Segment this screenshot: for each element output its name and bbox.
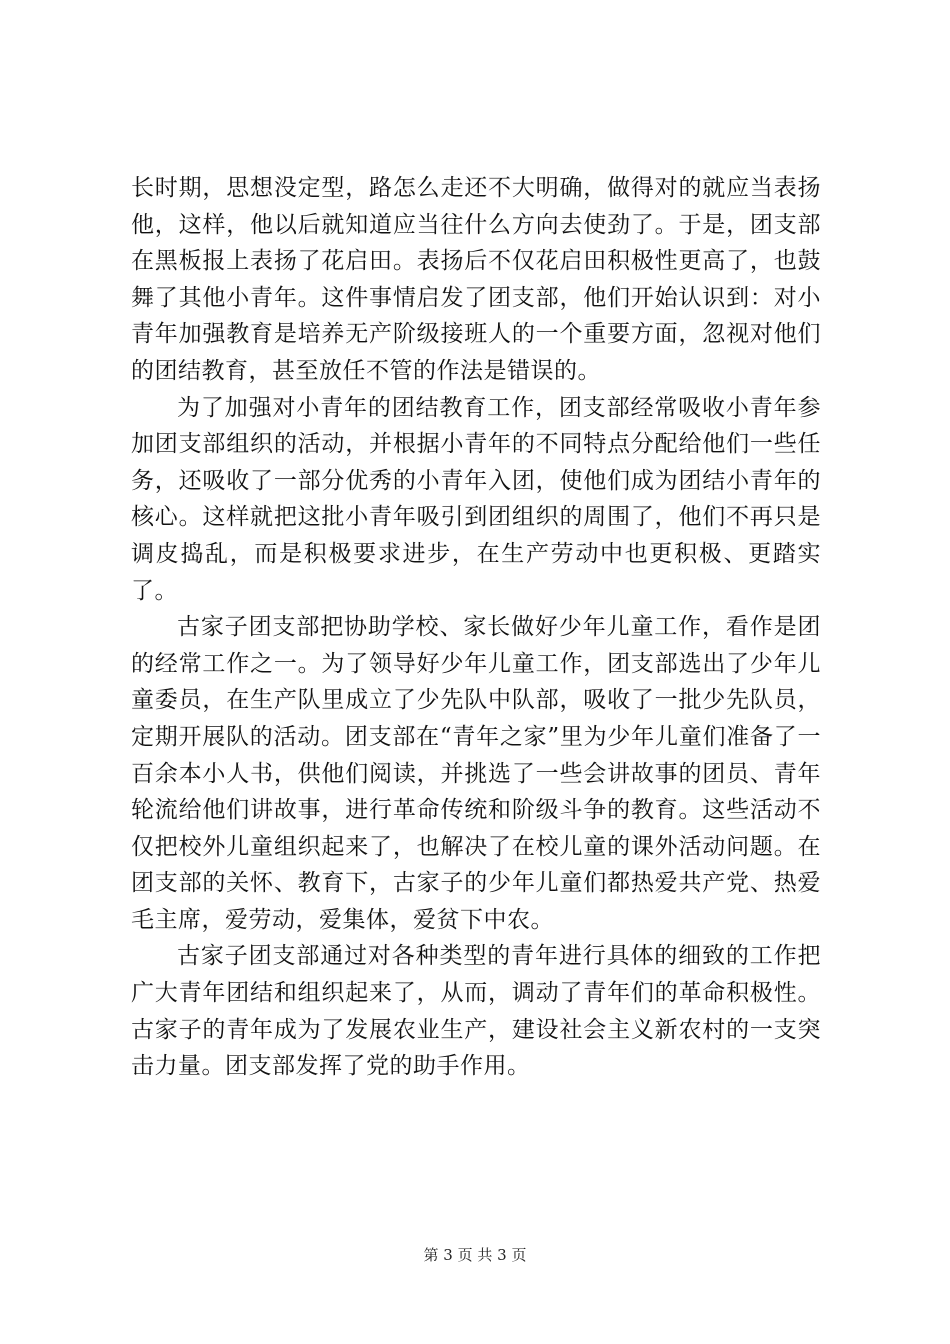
paragraph-children-work: 古家子团支部把协助学校、家长做好少年儿童工作，看作是团的经常工作之一。为了领导好少年儿童工作，团支部选出了少年儿童委员，在生产队里成立了少先队中队部，吸收了一批少先队员，定期开展队的活动。团支部在“青年之家”里为少年儿童们准备了一百余本小人书，供他们阅读，并挑选了一些会讲故事的团员、青年轮流给他们讲故事，进行革命传统和阶级斗争的教育。这些活动不仅把校外儿童组织起来了，也解决了在校儿童的课外活动问题。在团支部的关怀、教育下，古家子的少年儿童们都热爱共产党、热爱毛主席，爱劳动，爱集体，爱贫下中农。 xyxy=(131,614,821,933)
paragraph-conclusion: 古家子团支部通过对各种类型的青年进行具体的细致的工作把广大青年团结和组织起来了，从而，调动了青年们的革命积极性。古家子的青年成为了发展农业生产，建设社会主义新农村的一支突击力量。团支部发挥了党的助手作用。 xyxy=(131,943,821,1080)
document-body xyxy=(131,170,821,1085)
page-footer: 第 3 页 共 3 页 xyxy=(423,1246,527,1264)
paragraph-continuation: 长时期，思想没定型，路怎么走还不大明确，做得对的就应当表扬他，这样，他以后就知道应当往什么方向去使劲了。于是，团支部在黑板报上表扬了花启田。表扬后不仅花启田积极性更高了，也鼓舞了其他小青年。这件事情启发了团支部，他们开始认识到：对小青年加强教育是培养无产阶级接班人的一个重要方面，忽视对他们的团结教育，甚至放任不管的作法是错误的。 xyxy=(131,175,821,384)
paragraph-youth-education: 为了加强对小青年的团结教育工作，团支部经常吸收小青年参加团支部组织的活动，并根据小青年的不同特点分配给他们一些任务，还吸收了一部分优秀的小青年入团，使他们成为团结小青年的核心。这样就把这批小青年吸引到团组织的周围了，他们不再只是调皮捣乱，而是积极要求进步，在生产劳动中也更积极、更踏实了。 xyxy=(131,394,821,604)
